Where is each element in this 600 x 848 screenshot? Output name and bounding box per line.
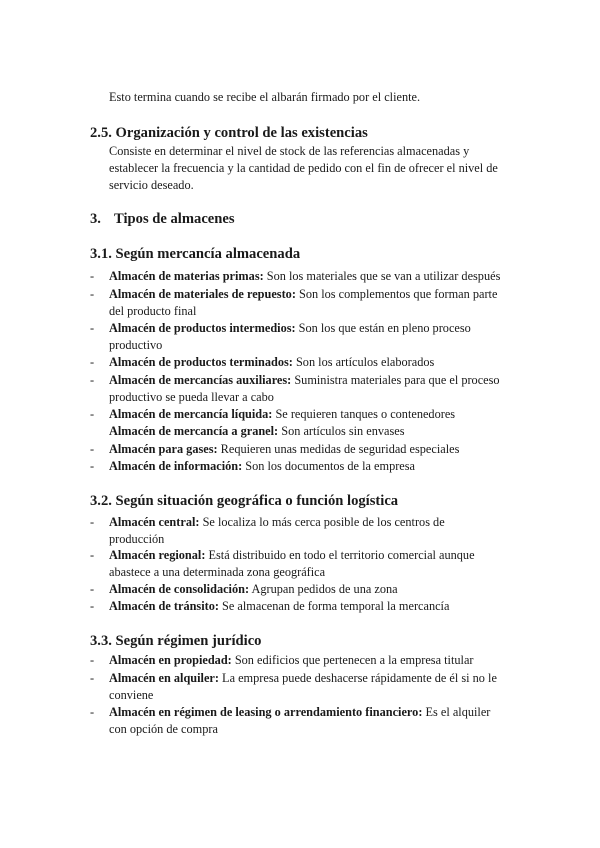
list-item xyxy=(109,354,529,371)
item-term: Almacén en propiedad: xyxy=(109,653,232,667)
list-dash: - xyxy=(90,269,95,283)
item-description: Requieren unas medidas de seguridad especiales xyxy=(217,442,460,456)
item-description: Suministra materiales para que el proceso xyxy=(291,373,500,387)
list-dash: - xyxy=(90,705,95,719)
item-continuation: abastece a una determinada zona geográfica xyxy=(109,565,326,579)
section-2-5-paragraph xyxy=(109,143,498,194)
item-description: Son los materiales que se van a utilizar después xyxy=(263,269,501,283)
list-dash: - xyxy=(90,459,95,473)
item-description: Agrupan pedidos de una zona xyxy=(249,582,398,596)
list-dash: - xyxy=(90,287,95,301)
section-2-5-heading: 2.5. Organización y control de las existencias xyxy=(90,125,368,141)
item-term: Almacén de información: xyxy=(109,459,243,473)
item-description: Son los complementos que forman parte xyxy=(295,287,498,301)
list-item xyxy=(109,423,529,440)
item-description: Está distribuido en todo el territorio comercial aunque xyxy=(205,548,475,562)
list-dash: - xyxy=(90,515,95,529)
section-3-heading xyxy=(90,210,235,228)
list-dash: - xyxy=(90,321,95,335)
paragraph-line: servicio deseado. xyxy=(109,178,194,192)
list-dash: - xyxy=(90,355,95,369)
list-dash: - xyxy=(90,582,95,596)
item-continuation: con opción de compra xyxy=(109,722,218,736)
item-term: Almacén de productos intermedios: xyxy=(109,321,296,335)
item-term: Almacén en régimen de leasing o arrendamiento financiero: xyxy=(109,705,423,719)
list-dash: - xyxy=(90,407,95,421)
item-continuation: producción xyxy=(109,532,165,546)
section-3-2-heading: 3.2. Según situación geográfica o función logística xyxy=(90,493,399,509)
list-dash: - xyxy=(90,599,95,613)
list-item xyxy=(109,458,529,475)
item-term: Almacén para gases: xyxy=(109,442,218,456)
item-continuation: conviene xyxy=(109,688,154,702)
intro-line: Esto termina cuando se recibe el albarán firmado por el cliente. xyxy=(109,90,421,104)
item-term: Almacén de mercancía líquida: xyxy=(109,407,273,421)
list-dash: - xyxy=(90,442,95,456)
list-item xyxy=(109,670,529,704)
list-item xyxy=(109,581,529,598)
item-description: La empresa puede deshacerse rápidamente de él si no le xyxy=(218,671,497,685)
item-term: Almacén de productos terminados: xyxy=(109,355,293,369)
item-description: Se requieren tanques o contenedores xyxy=(272,407,456,421)
item-term: Almacén de mercancía a granel: xyxy=(109,424,279,438)
paragraph-line: establecer la frecuencia y la cantidad de pedido con el fin de ofrecer el nivel de xyxy=(109,161,498,175)
section-3-3-heading: 3.3. Según régimen jurídico xyxy=(90,633,262,649)
list-item xyxy=(109,704,529,738)
list-dash: - xyxy=(90,548,95,562)
list-item xyxy=(109,372,529,406)
list-item xyxy=(109,286,529,320)
item-continuation: productivo xyxy=(109,338,163,352)
section-3-title: Tipos de almacenes xyxy=(114,211,235,227)
item-continuation: del producto final xyxy=(109,304,197,318)
item-term: Almacén de materiales de repuesto: xyxy=(109,287,296,301)
item-term: Almacén regional: xyxy=(109,548,206,562)
item-description: Son los que están en pleno proceso xyxy=(295,321,471,335)
item-description: Son artículos sin envases xyxy=(278,424,405,438)
item-term: Almacén en alquiler: xyxy=(109,671,219,685)
item-continuation: productivo se pueda llevar a cabo xyxy=(109,390,274,404)
list-item xyxy=(109,406,529,423)
list-item xyxy=(109,268,529,285)
item-description: Se almacenan de forma temporal la mercancía xyxy=(218,599,450,613)
list-dash: - xyxy=(90,373,95,387)
section-3-number: 3. xyxy=(90,211,101,227)
list-item xyxy=(109,547,529,581)
list-item xyxy=(109,514,529,548)
item-description: Es el alquiler xyxy=(422,705,491,719)
item-term: Almacén central: xyxy=(109,515,200,529)
item-description: Son los documentos de la empresa xyxy=(242,459,416,473)
item-term: Almacén de mercancías auxiliares: xyxy=(109,373,292,387)
list-item xyxy=(109,598,529,615)
item-term: Almacén de tránsito: xyxy=(109,599,219,613)
item-description: Son edificios que pertenecen a la empresa titular xyxy=(231,653,474,667)
list-item xyxy=(109,320,529,354)
list-item xyxy=(109,441,529,458)
list-item xyxy=(109,652,529,669)
item-description: Se localiza lo más cerca posible de los centros de xyxy=(199,515,445,529)
paragraph-line: Consiste en determinar el nivel de stock de las referencias almacenadas y xyxy=(109,144,470,158)
section-3-1-heading: 3.1. Según mercancía almacenada xyxy=(90,246,301,262)
item-description: Son los artículos elaborados xyxy=(292,355,435,369)
list-dash: - xyxy=(90,671,95,685)
item-term: Almacén de consolidación: xyxy=(109,582,250,596)
item-term: Almacén de materias primas: xyxy=(109,269,264,283)
list-dash: - xyxy=(90,653,95,667)
